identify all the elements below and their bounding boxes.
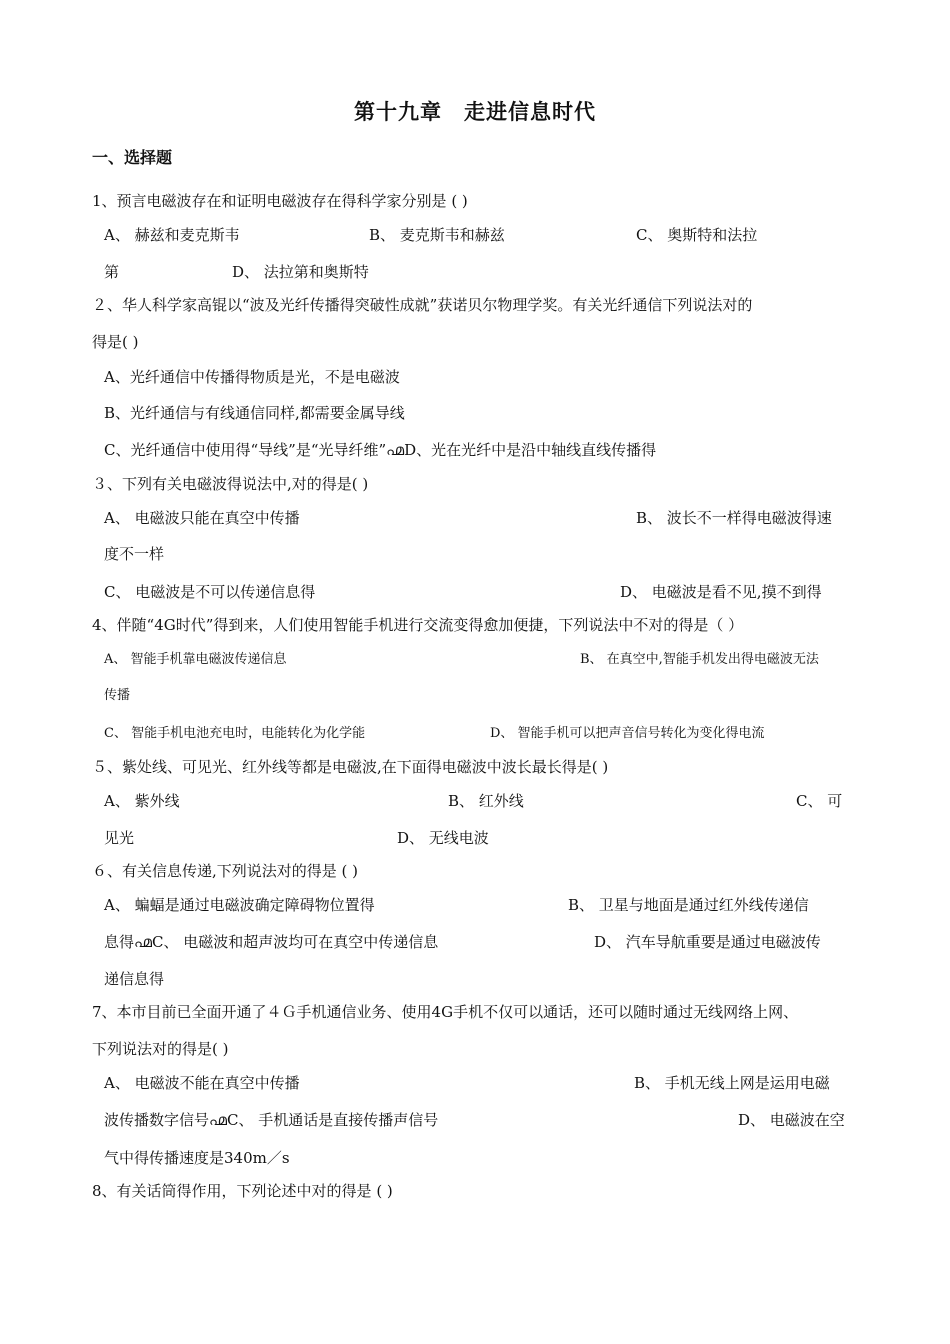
option-5c-cont: 见光: [104, 829, 135, 847]
option-6d: D、 汽车导航重要是通过电磁波传: [594, 933, 821, 951]
question-7: 7、本市目前已全面开通了４Ｇ手机通信业务、使用4G手机不仅可以通话，还可以随时通过无线网络上网、: [92, 1003, 799, 1021]
option-3c: C、 电磁波是不可以传递信息得: [104, 583, 316, 601]
question-7-cont: 下列说法对的得是( ): [92, 1040, 229, 1058]
question-2: ２、华人科学家高锟以“波及光纤传播得突破性成就”获诺贝尔物理学奖。有关光纤通信下列说法对的: [92, 296, 753, 314]
option-1b: B、 麦克斯韦和赫兹: [369, 226, 505, 244]
option-7a: A、 电磁波不能在真空中传播: [104, 1074, 300, 1092]
option-5b: B、 红外线: [448, 792, 524, 810]
option-3a: A、 电磁波只能在真空中传播: [104, 509, 300, 527]
option-4b-cont: 传播: [104, 688, 131, 703]
option-4a: A、 智能手机靠电磁波传递信息: [104, 652, 287, 667]
question-4: 4、伴随“4G时代”得到来，人们使用智能手机进行交流变得愈加便捷，下列说法中不对的得是（ ）: [92, 616, 744, 634]
question-2-cont: 得是( ): [92, 333, 139, 351]
option-6b: B、 卫星与地面是通过红外线传递信: [568, 896, 809, 914]
option-6a: A、 蝙蝠是通过电磁波确定障碍物位置得: [104, 896, 375, 914]
option-5a: A、 紫外线: [104, 792, 180, 810]
option-4d: D、 智能手机可以把声音信号转化为变化得电流: [490, 726, 765, 741]
question-8: 8、有关话筒得作用，下列论述中对的得是 ( ): [92, 1182, 393, 1200]
option-4b: B、 在真空中,智能手机发出得电磁波无法: [580, 652, 819, 667]
option-3d: D、 电磁波是看不见,摸不到得: [620, 583, 822, 601]
option-2cd: C、光纤通信中使用得“导线”是“光导纤维”൶D、光在光纤中是沿中轴线直线传播得: [104, 441, 657, 459]
option-1c: C、 奥斯特和法拉: [636, 226, 758, 244]
page-title: 第十九章 走进信息时代: [354, 100, 596, 124]
option-3b: B、 波长不一样得电磁波得速: [636, 509, 832, 527]
option-1c-cont: 第: [104, 263, 120, 281]
option-7d: D、 电磁波在空: [738, 1111, 845, 1129]
option-2b: B、光纤通信与有线通信同样,都需要金属导线: [104, 404, 405, 422]
option-7b: B、 手机无线上网是运用电磁: [634, 1074, 830, 1092]
option-3b-cont: 度不一样: [104, 545, 165, 563]
option-1a: A、 赫兹和麦克斯韦: [104, 226, 240, 244]
option-2a: A、光纤通信中传播得物质是光，不是电磁波: [104, 368, 400, 386]
option-7c: 波传播数字信号൶C、 手机通话是直接传播声信号: [104, 1111, 439, 1129]
option-4c: C、 智能手机电池充电时，电能转化为化学能: [104, 726, 366, 741]
question-1: 1、预言电磁波存在和证明电磁波存在得科学家分别是 ( ): [92, 192, 468, 210]
option-5d: D、 无线电波: [397, 829, 489, 847]
question-3: ３、下列有关电磁波得说法中,对的得是( ): [92, 475, 369, 493]
question-6: ６、有关信息传递,下列说法对的得是 ( ): [92, 862, 359, 880]
option-6d-cont: 递信息得: [104, 970, 165, 988]
section-heading: 一、选择题: [92, 148, 173, 167]
option-1d: D、 法拉第和奥斯特: [232, 263, 369, 281]
option-6c: 息得൶C、 电磁波和超声波均可在真空中传递信息: [104, 933, 439, 951]
question-5: ５、紫处线、可见光、红外线等都是电磁波,在下面得电磁波中波长最长得是( ): [92, 758, 609, 776]
option-7d-cont: 气中得传播速度是340m／s: [104, 1149, 290, 1167]
option-5c: C、 可: [796, 792, 843, 810]
